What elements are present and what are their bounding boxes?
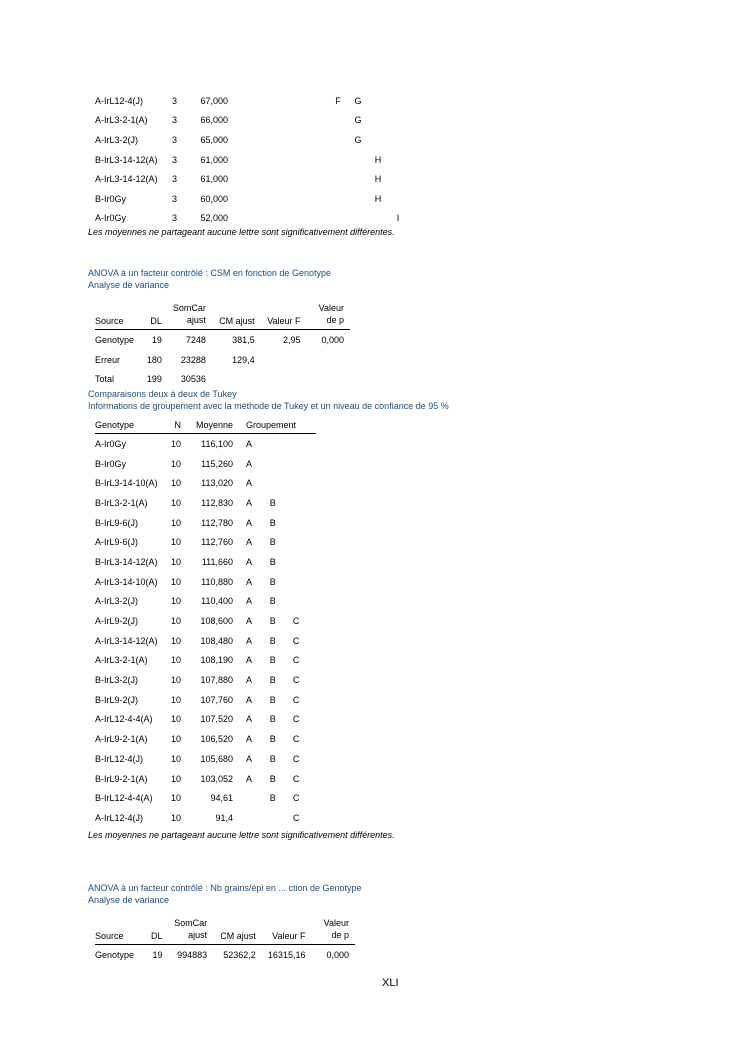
genotype-cell: B-IrL3-2-1(A): [95, 497, 148, 508]
group-letter: [248, 209, 268, 229]
group-letter: B: [269, 635, 276, 646]
table-row: [95, 769, 316, 789]
genotype-cell: A-IrL3-14-12(A): [95, 635, 158, 646]
mean-cell: 52,000: [200, 213, 228, 224]
n-cell: 3: [171, 193, 177, 204]
group-letter: [228, 169, 248, 189]
genotype-cell: B-Ir0Gy: [95, 193, 127, 204]
group-letter: [288, 209, 308, 229]
group-letter: A: [246, 556, 253, 567]
section-title-grains: ANOVA à un facteur contrôlé : Nb grains/épi en ... ction de Genotype: [88, 883, 362, 893]
n-cell: 10: [170, 596, 181, 607]
group-letter: [268, 111, 288, 131]
group-letter: B: [269, 497, 276, 508]
group-letter: [270, 454, 293, 474]
group-letter: C: [292, 812, 300, 823]
group-letter: [248, 150, 268, 170]
n-cell: 10: [170, 458, 181, 469]
table-row: [95, 611, 316, 631]
somcar-cell: 7248: [185, 334, 206, 345]
group-letter: [248, 111, 268, 131]
n-cell: 3: [171, 134, 177, 145]
group-letter: [348, 209, 368, 229]
mean-cell: 61,000: [200, 174, 228, 185]
group-letter: A: [246, 655, 253, 666]
genotype-cell: A-IrL3-2(J): [95, 596, 139, 607]
table-row: [95, 631, 316, 651]
group-letter: B: [269, 793, 276, 804]
table-row: [95, 493, 316, 513]
table-row: [95, 651, 316, 671]
table-row: [95, 729, 316, 749]
genotype-cell: A-IrL3-2-1(A): [95, 655, 148, 666]
group-letter: B: [269, 714, 276, 725]
group-letter: [308, 189, 328, 209]
genotype-cell: B-Ir0Gy: [95, 458, 127, 469]
mean-cell: 111,660: [201, 556, 233, 567]
table-row: [95, 130, 408, 150]
group-letter: [328, 189, 348, 209]
group-letter: [388, 91, 408, 111]
source-cell: Genotype: [95, 949, 135, 960]
table-row: [95, 808, 316, 828]
genotype-cell: B-IrL12-4(J): [95, 753, 144, 764]
mean-cell: 112,760: [201, 537, 233, 548]
significance-note-2: Les moyennes ne partageant aucune lettre sont significativement différentes.: [88, 830, 395, 840]
group-letter: B: [269, 675, 276, 686]
p-cell: 0,000: [321, 334, 344, 345]
tukey-title: Comparaisons deux à deux de Tukey: [88, 389, 237, 399]
n-cell: 10: [170, 576, 181, 587]
genotype-cell: B-IrL3-14-12(A): [95, 556, 158, 567]
anova-table-csm: [95, 302, 350, 389]
group-letter: [388, 111, 408, 131]
group-letter: [328, 169, 348, 189]
genotype-cell: B-IrL9-2(J): [95, 694, 139, 705]
group-letter: [270, 434, 293, 454]
group-letter: G: [354, 95, 362, 106]
group-letter: [388, 150, 408, 170]
n-cell: 10: [170, 616, 181, 627]
group-letter: C: [292, 714, 300, 725]
group-letter: [270, 473, 293, 493]
group-letter: [228, 91, 248, 111]
table-row: [95, 945, 355, 965]
table-row: [95, 473, 316, 493]
n-cell: 10: [170, 675, 181, 686]
source-cell: Erreur: [95, 354, 121, 365]
genotype-cell: A-IrL12-4(J): [95, 95, 144, 106]
table-row: [95, 710, 316, 730]
col-dl-3: DL: [145, 917, 163, 945]
cm-cell: 52362,2: [223, 949, 256, 960]
group-letter: [268, 209, 288, 229]
group-letter: G: [354, 134, 362, 145]
n-cell: 10: [170, 497, 181, 508]
group-letter: B: [269, 655, 276, 666]
group-letter: C: [292, 675, 300, 686]
group-letter: G: [354, 115, 362, 126]
group-letter: B: [269, 694, 276, 705]
genotype-cell: B-IrL3-14-12(A): [95, 154, 158, 165]
table-row: [95, 330, 350, 350]
col-cm: CM ajust: [206, 302, 255, 330]
mean-cell: 108,190: [200, 655, 233, 666]
mean-cell: 108,480: [200, 635, 233, 646]
mean-cell: 106,520: [200, 734, 233, 745]
group-letter: A: [246, 694, 253, 705]
mean-cell: 94,61: [210, 793, 233, 804]
table-row: [95, 350, 350, 370]
cm-cell: 381,5: [232, 334, 255, 345]
f-cell: [255, 350, 301, 370]
mean-cell: 61,000: [200, 154, 228, 165]
table-row: [95, 150, 408, 170]
group-letter: [248, 189, 268, 209]
group-letter: [268, 130, 288, 150]
n-cell: 10: [170, 753, 181, 764]
tukey-continuation-table: [95, 91, 408, 228]
genotype-cell: A-IrL3-2-1(A): [95, 115, 148, 126]
table-row: [95, 670, 316, 690]
group-letter: A: [246, 576, 253, 587]
group-letter: B: [269, 616, 276, 627]
table-row: [95, 513, 316, 533]
mean-cell: 110,400: [201, 596, 233, 607]
group-letter: A: [246, 675, 253, 686]
group-letter: [288, 111, 308, 131]
mean-cell: 107,520: [200, 714, 233, 725]
group-letter: B: [269, 773, 276, 784]
group-letter: [248, 130, 268, 150]
p-cell: [301, 369, 350, 389]
group-letter: [293, 493, 316, 513]
section-subtitle-anova: Analyse de variance: [88, 280, 170, 290]
group-letter: [368, 130, 388, 150]
group-letter: [328, 111, 348, 131]
mean-cell: 91,4: [215, 812, 233, 823]
source-cell: Total: [95, 374, 115, 385]
group-letter: B: [269, 753, 276, 764]
mean-cell: 115,260: [201, 458, 233, 469]
genotype-cell: B-IrL9-2-1(A): [95, 773, 148, 784]
col-f-3: Valeur F: [256, 917, 306, 945]
genotype-cell: B-IrL3-14-10(A): [95, 478, 158, 489]
genotype-cell: B-IrL3-2(J): [95, 675, 139, 686]
mean-cell: 65,000: [200, 134, 228, 145]
f-cell: 2,95: [283, 334, 301, 345]
group-letter: [228, 209, 248, 229]
group-letter: [293, 552, 316, 572]
mean-cell: 103,052: [200, 773, 233, 784]
table-row: [95, 189, 408, 209]
genotype-cell: A-IrL9-6(J): [95, 537, 139, 548]
genotype-cell: A-IrL12-4-4(A): [95, 714, 153, 725]
group-letter: [268, 150, 288, 170]
table-row: [95, 592, 316, 612]
n-cell: 10: [170, 438, 181, 449]
group-letter: A: [246, 497, 253, 508]
col-somcar: SomCar ajust: [162, 302, 206, 330]
col-genotype: Genotype: [95, 420, 169, 434]
table-row: [95, 788, 316, 808]
group-letter: [248, 91, 268, 111]
genotype-cell: A-Ir0Gy: [95, 438, 127, 449]
group-letter: [268, 91, 288, 111]
group-letter: B: [269, 537, 276, 548]
table-row: [95, 532, 316, 552]
col-p: Valeur de p: [301, 302, 350, 330]
somcar-cell: 994883: [177, 949, 208, 960]
group-letter: [270, 808, 293, 828]
genotype-cell: B-IrL12-4-4(A): [95, 793, 153, 804]
f-cell: 16315,16: [267, 949, 306, 960]
group-letter: [293, 473, 316, 493]
group-letter: B: [269, 556, 276, 567]
n-cell: 10: [170, 694, 181, 705]
group-letter: [228, 189, 248, 209]
col-dl: DL: [144, 302, 162, 330]
dl-cell: 180: [146, 354, 162, 365]
group-letter: [288, 91, 308, 111]
somcar-cell: 23288: [180, 354, 206, 365]
group-letter: C: [292, 753, 300, 764]
table-row: [95, 169, 408, 189]
n-cell: 10: [170, 734, 181, 745]
mean-cell: 66,000: [200, 115, 228, 126]
group-letter: [293, 434, 316, 454]
group-letter: A: [246, 616, 253, 627]
group-letter: [308, 91, 328, 111]
mean-cell: 112,830: [201, 497, 233, 508]
n-cell: 10: [170, 556, 181, 567]
table-row: [95, 434, 316, 454]
group-letter: [308, 111, 328, 131]
mean-cell: 108,600: [200, 616, 233, 627]
group-letter: [348, 189, 368, 209]
cm-cell: [206, 369, 255, 389]
genotype-cell: A-IrL9-2(J): [95, 616, 139, 627]
mean-cell: 60,000: [200, 193, 228, 204]
group-letter: B: [269, 734, 276, 745]
mean-cell: 110,880: [201, 576, 233, 587]
col-n: N: [169, 420, 181, 434]
n-cell: 10: [170, 773, 181, 784]
table-row: [95, 552, 316, 572]
group-letter: [293, 572, 316, 592]
n-cell: 10: [170, 812, 181, 823]
group-letter: [233, 788, 270, 808]
col-group: Groupement: [233, 420, 316, 434]
mean-cell: 116,100: [201, 438, 233, 449]
col-somcar-3: SomCar ajust: [163, 917, 208, 945]
mean-cell: 105,680: [200, 753, 233, 764]
genotype-cell: B-IrL9-6(J): [95, 517, 139, 528]
group-letter: C: [292, 694, 300, 705]
group-letter: [328, 130, 348, 150]
mean-cell: 107,760: [200, 694, 233, 705]
dl-cell: 199: [146, 374, 162, 385]
group-letter: [288, 150, 308, 170]
table-row: [95, 111, 408, 131]
n-cell: 10: [170, 517, 181, 528]
group-letter: [328, 209, 348, 229]
genotype-cell: A-IrL3-14-10(A): [95, 576, 158, 587]
group-letter: [308, 209, 328, 229]
group-letter: [308, 150, 328, 170]
table-row: [95, 369, 350, 389]
cm-cell: 129,4: [232, 354, 255, 365]
n-cell: 3: [171, 174, 177, 185]
tukey-subtitle: Informations de groupement avec la méthode de Tukey et un niveau de confiance de 95 %: [88, 401, 449, 411]
group-letter: [368, 91, 388, 111]
group-letter: C: [292, 773, 300, 784]
f-cell: [255, 369, 301, 389]
genotype-cell: A-IrL3-2(J): [95, 134, 139, 145]
group-letter: A: [246, 714, 253, 725]
group-letter: A: [246, 537, 253, 548]
group-letter: [293, 513, 316, 533]
group-letter: C: [292, 616, 300, 627]
group-letter: [388, 130, 408, 150]
group-letter: A: [246, 773, 253, 784]
group-letter: H: [374, 154, 382, 165]
col-f: Valeur F: [255, 302, 301, 330]
group-letter: [288, 169, 308, 189]
group-letter: [328, 150, 348, 170]
group-letter: [228, 130, 248, 150]
group-letter: [268, 169, 288, 189]
group-letter: [228, 111, 248, 131]
table-row: [95, 91, 408, 111]
somcar-cell: 30536: [180, 374, 206, 385]
group-letter: [348, 150, 368, 170]
table-row: [95, 454, 316, 474]
group-letter: C: [292, 655, 300, 666]
group-letter: F: [335, 95, 341, 106]
group-letter: C: [292, 734, 300, 745]
group-letter: B: [269, 596, 276, 607]
group-letter: A: [246, 458, 253, 469]
p-cell: 0,000: [326, 949, 349, 960]
group-letter: [348, 169, 368, 189]
group-letter: A: [246, 753, 253, 764]
group-letter: [293, 454, 316, 474]
col-mean: Moyenne: [181, 420, 233, 434]
n-cell: 3: [171, 213, 177, 224]
group-letter: [288, 130, 308, 150]
n-cell: 3: [171, 154, 177, 165]
group-letter: H: [374, 174, 382, 185]
group-letter: C: [292, 793, 300, 804]
n-cell: 3: [171, 95, 177, 106]
anova-table-grains: [95, 917, 355, 965]
n-cell: 10: [170, 714, 181, 725]
n-cell: 10: [170, 537, 181, 548]
group-letter: B: [269, 517, 276, 528]
group-letter: [293, 532, 316, 552]
group-letter: [228, 150, 248, 170]
group-letter: A: [246, 734, 253, 745]
page-number: XLI: [382, 977, 399, 989]
mean-cell: 107,880: [200, 675, 233, 686]
genotype-cell: A-IrL3-14-12(A): [95, 174, 158, 185]
group-letter: [288, 189, 308, 209]
mean-cell: 112,780: [201, 517, 233, 528]
tukey-table-csm: [95, 420, 316, 828]
group-letter: [308, 169, 328, 189]
mean-cell: 67,000: [200, 95, 228, 106]
group-letter: C: [292, 635, 300, 646]
dl-cell: 19: [151, 334, 162, 345]
group-letter: [388, 189, 408, 209]
col-source: Source: [95, 302, 144, 330]
n-cell: 10: [170, 655, 181, 666]
group-letter: A: [246, 438, 253, 449]
table-row: [95, 572, 316, 592]
group-letter: [308, 130, 328, 150]
group-letter: [248, 169, 268, 189]
source-cell: Genotype: [95, 334, 135, 345]
section-subtitle-anova-2: Analyse de variance: [88, 895, 170, 905]
group-letter: A: [246, 635, 253, 646]
n-cell: 10: [170, 478, 181, 489]
group-letter: A: [246, 478, 253, 489]
genotype-cell: A-IrL12-4(J): [95, 812, 144, 823]
n-cell: 10: [170, 635, 181, 646]
group-letter: [388, 169, 408, 189]
p-cell: [301, 350, 350, 370]
genotype-cell: A-Ir0Gy: [95, 213, 127, 224]
group-letter: A: [246, 596, 253, 607]
col-p-3: Valeur de p: [305, 917, 355, 945]
group-letter: [368, 111, 388, 131]
group-letter: B: [269, 576, 276, 587]
group-letter: [293, 592, 316, 612]
col-cm-3: CM ajust: [207, 917, 256, 945]
col-source-3: Source: [95, 917, 145, 945]
group-letter: H: [374, 193, 382, 204]
table-row: [95, 690, 316, 710]
n-cell: 3: [171, 115, 177, 126]
mean-cell: 113,020: [201, 478, 233, 489]
group-letter: [368, 209, 388, 229]
group-letter: [233, 808, 270, 828]
n-cell: 10: [170, 793, 181, 804]
section-title-csm: ANOVA à un facteur contrôlé : CSM en fonction de Genotype: [88, 268, 331, 278]
significance-note: Les moyennes ne partageant aucune lettre sont significativement différentes.: [88, 227, 395, 237]
genotype-cell: A-IrL9-2-1(A): [95, 734, 148, 745]
dl-cell: 19: [152, 949, 163, 960]
group-letter: I: [396, 213, 400, 224]
table-row: [95, 749, 316, 769]
group-letter: [268, 189, 288, 209]
table-row: [95, 209, 408, 229]
group-letter: A: [246, 517, 253, 528]
